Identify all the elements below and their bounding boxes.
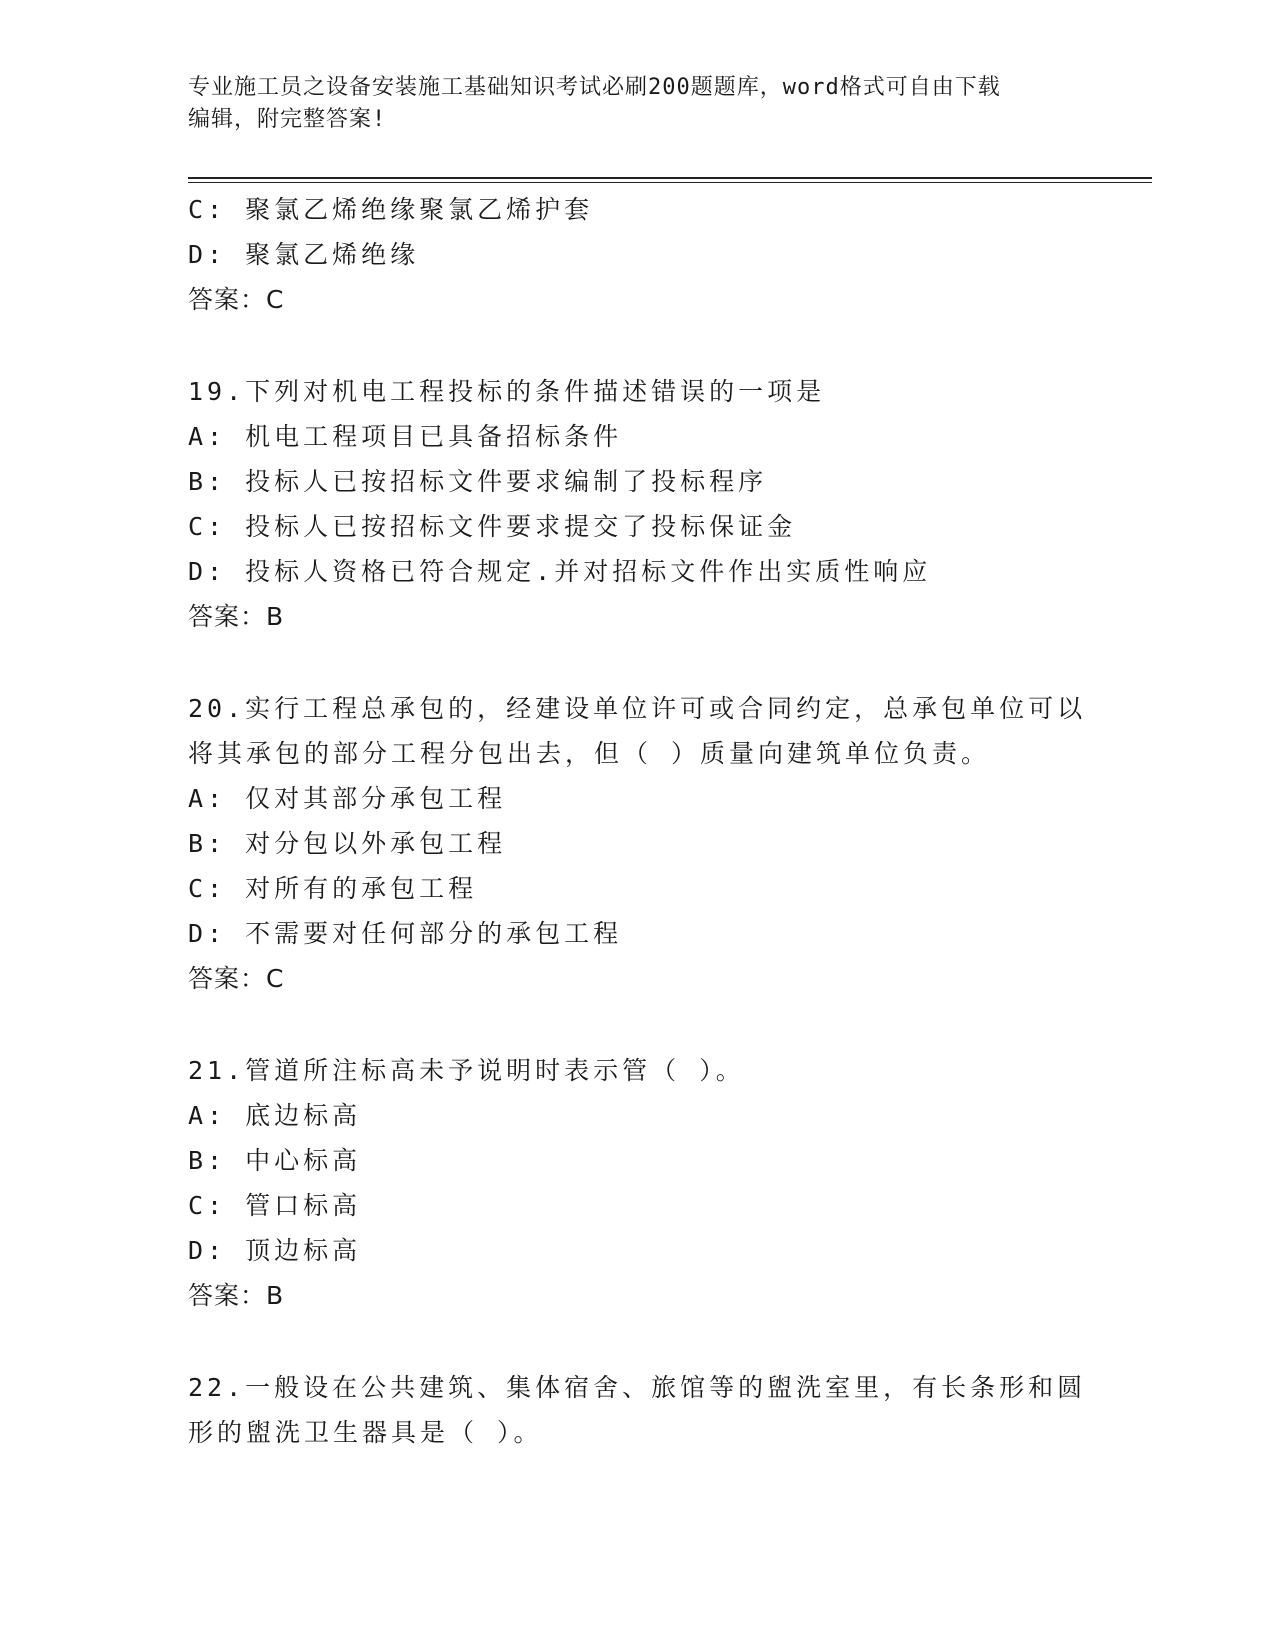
option-a: A: 机电工程项目已具备招标条件	[188, 422, 623, 451]
header-title-line-2: 编辑，附完整答案!	[188, 107, 387, 132]
option-c: C: 管口标高	[188, 1191, 362, 1220]
answer: 答案：B	[188, 1281, 285, 1310]
option-d: D: 不需要对任何部分的承包工程	[188, 919, 623, 948]
question-stem-line-1: 20.实行工程总承包的，经建设单位许可或合同约定，总承包单位可以	[188, 694, 1087, 723]
header-divider-thick	[188, 177, 1152, 179]
option-b: B: 对分包以外承包工程	[188, 829, 507, 858]
spacer	[188, 1001, 1088, 1048]
option-d: D: 聚氯乙烯绝缘	[188, 240, 420, 269]
option-c: C: 对所有的承包工程	[188, 874, 478, 903]
option-b: B: 中心标高	[188, 1146, 362, 1175]
answer: 答案：C	[188, 964, 285, 993]
question-stem-line-2: 形的盥洗卫生器具是（ ）。	[188, 1418, 543, 1447]
option-d: D: 投标人资格已符合规定.并对招标文件作出实质性响应	[188, 557, 932, 586]
option-b: B: 投标人已按招标文件要求编制了投标程序	[188, 467, 768, 496]
option-a: A: 底边标高	[188, 1101, 362, 1130]
question-list	[188, 187, 1088, 1455]
header-title-line-1: 专业施工员之设备安装施工基础知识考试必刷200题题库，word格式可自由下载	[188, 75, 1001, 100]
document-header	[188, 72, 1088, 136]
question-stem: 19.下列对机电工程投标的条件描述错误的一项是	[188, 377, 826, 406]
spacer	[188, 322, 1088, 369]
spacer	[188, 639, 1088, 686]
question-stem-line-2: 将其承包的部分工程分包出去，但（ ）质量向建筑单位负责。	[188, 739, 991, 768]
question-19	[188, 369, 1088, 639]
header-divider-thin	[188, 182, 1152, 183]
question-stem-line-1: 22.一般设在公共建筑、集体宿舍、旅馆等的盥洗室里，有长条形和圆	[188, 1373, 1087, 1402]
spacer	[188, 1318, 1088, 1365]
option-a: A: 仅对其部分承包工程	[188, 784, 507, 813]
answer: 答案：C	[188, 285, 285, 314]
question-stem: 21.管道所注标高未予说明时表示管（ ）。	[188, 1056, 745, 1085]
option-c: C: 投标人已按招标文件要求提交了投标保证金	[188, 512, 797, 541]
question-21	[188, 1048, 1088, 1318]
option-d: D: 顶边标高	[188, 1236, 362, 1265]
answer: 答案：B	[188, 602, 285, 631]
question-20	[188, 686, 1088, 1001]
question-18-continued	[188, 187, 1088, 322]
question-22	[188, 1365, 1088, 1455]
option-c: C: 聚氯乙烯绝缘聚氯乙烯护套	[188, 195, 594, 224]
